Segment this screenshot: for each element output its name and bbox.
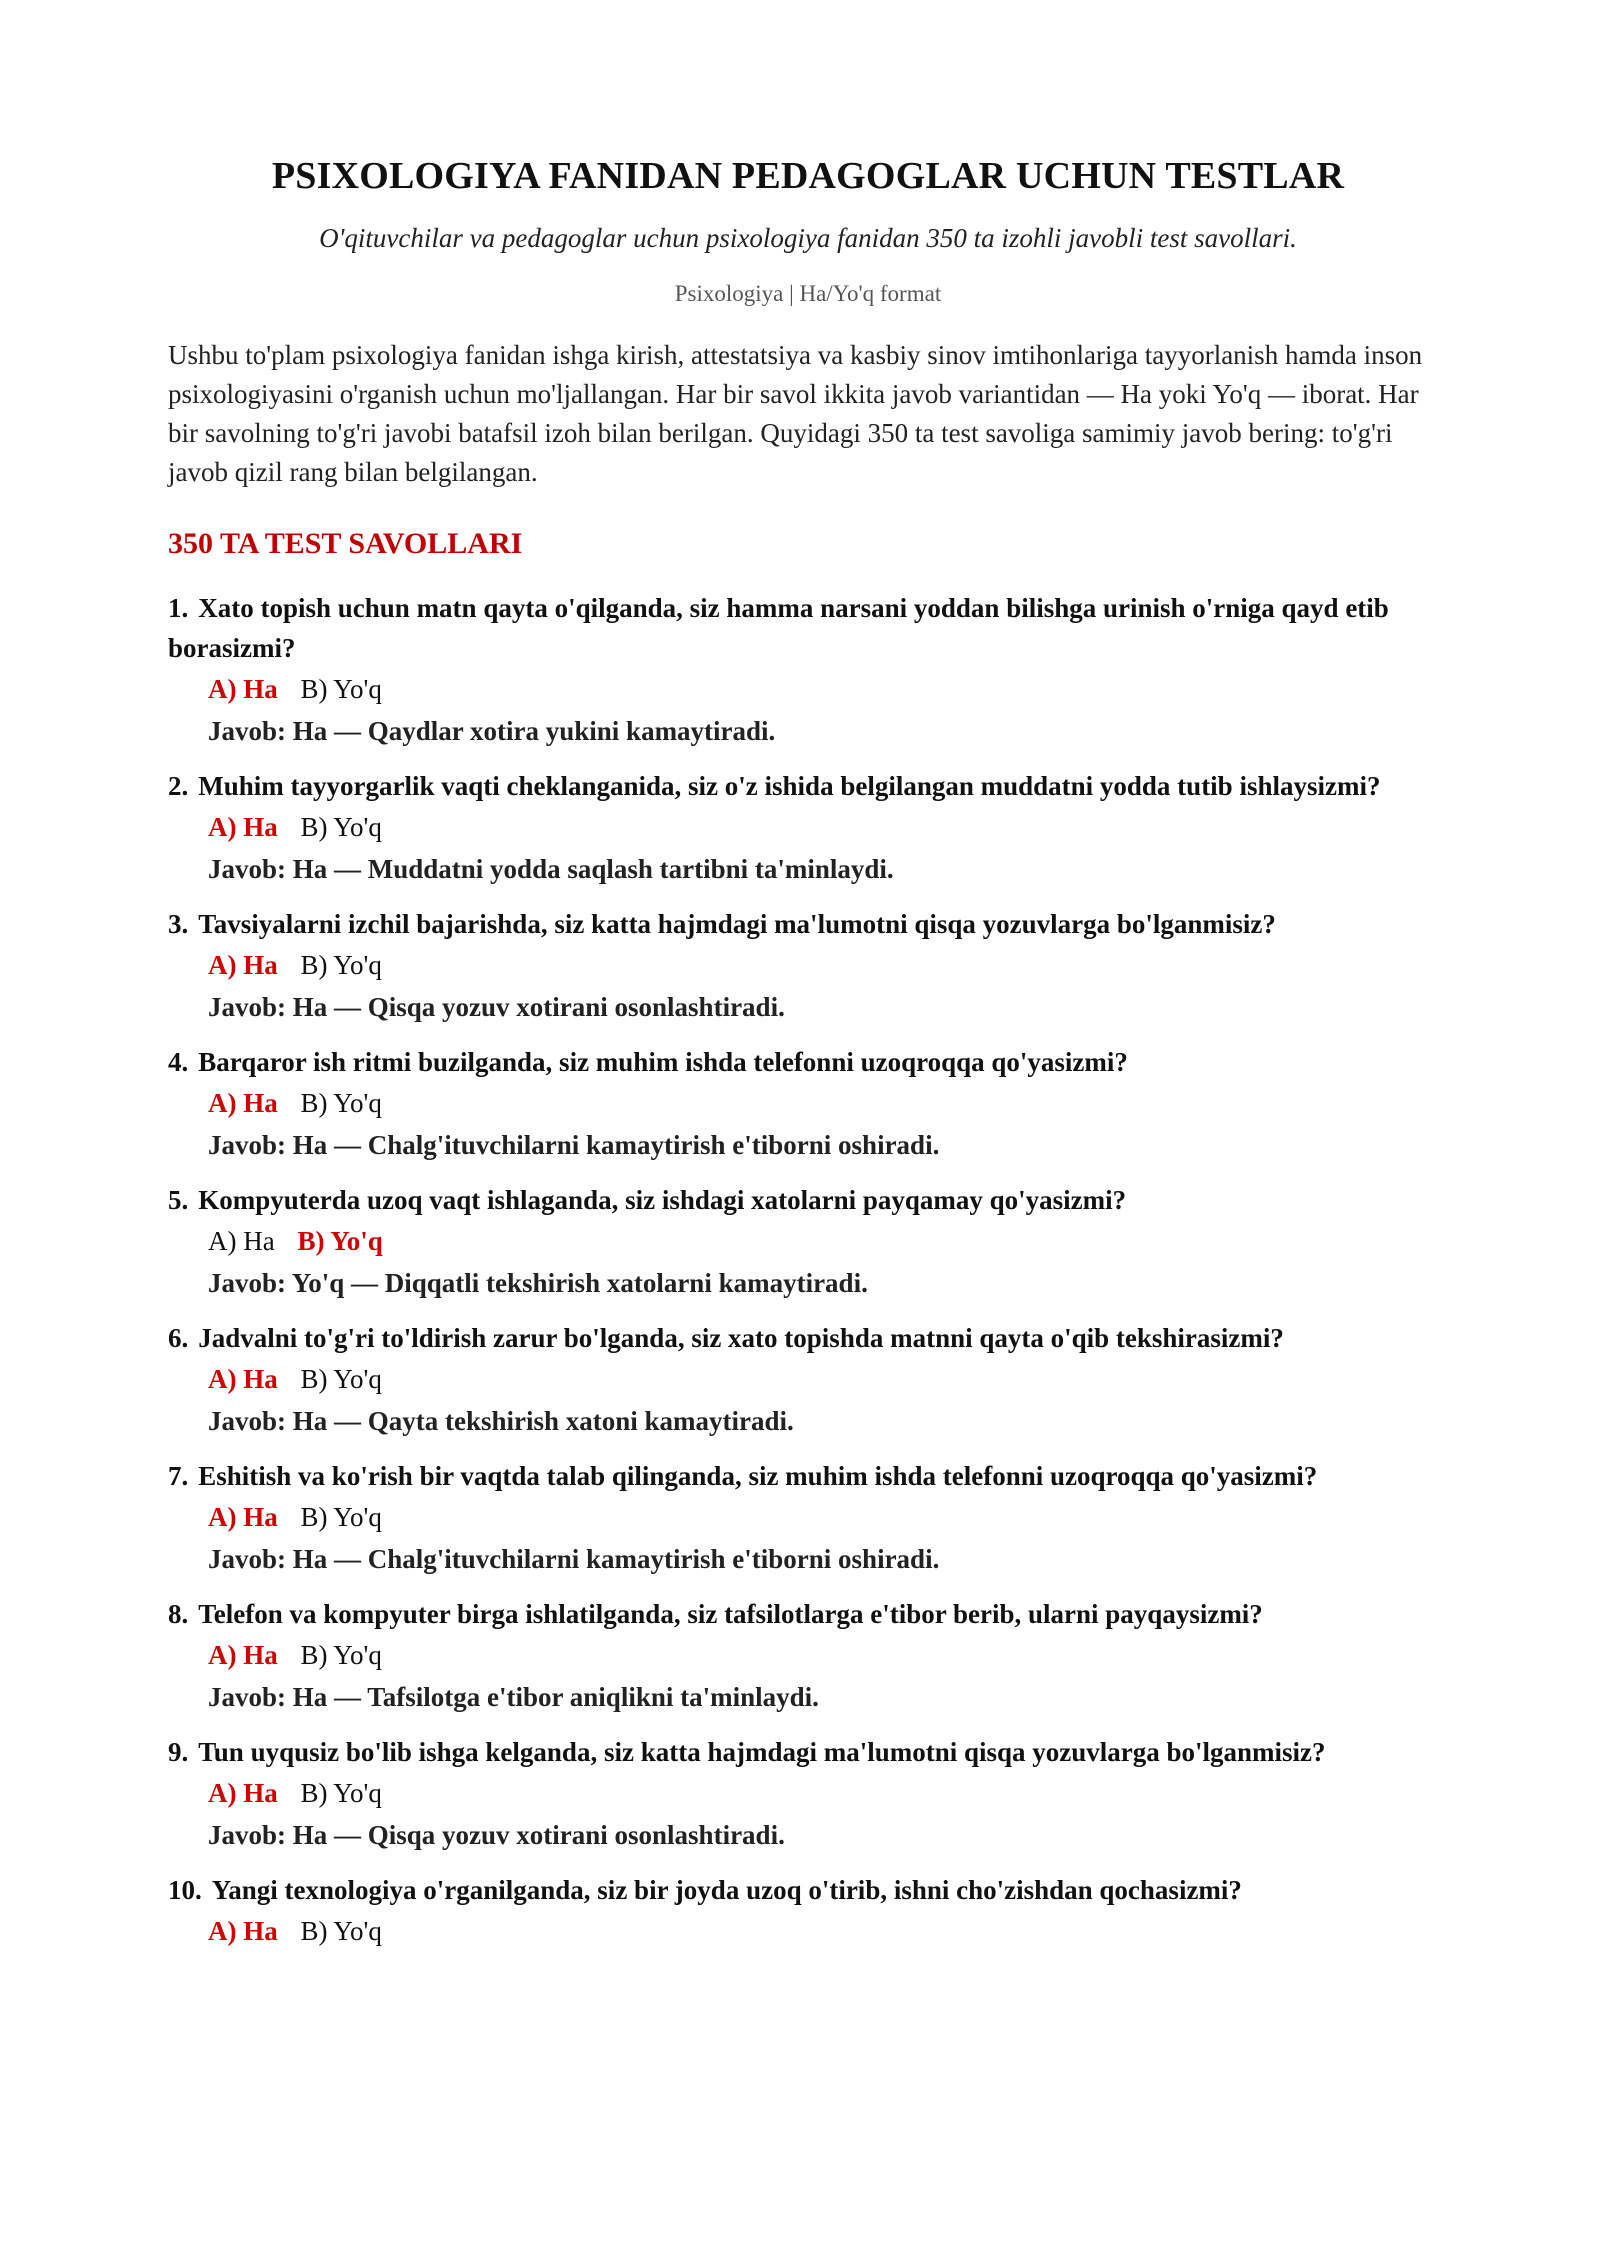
option-a-correct: A) Ha <box>208 1640 278 1670</box>
answer-explanation: Javob: Ha — Tafsilotga e'tibor aniqlikni ta'minlaydi. <box>208 1682 819 1712</box>
question-number: 9. <box>168 1737 189 1767</box>
document-subtitle: O'qituvchilar va pedagoglar uchun psixologiya fanidan 350 ta izohli javobli test savollari. <box>319 223 1297 253</box>
question-text: Eshitish va ko'rish bir vaqtda talab qilinganda, siz muhim ishda telefonni uzoqroqqa qo'yasizmi? <box>198 1461 1318 1491</box>
question-text-line <box>168 1594 1448 1634</box>
question-item <box>168 1318 1448 1442</box>
question-text-line <box>168 1456 1448 1496</box>
option-b: B) Yo'q <box>300 950 382 980</box>
question-text: Barqaror ish ritmi buzilganda, siz muhim ishda telefonni uzoqroqqa qo'yasizmi? <box>198 1047 1128 1077</box>
answer-options <box>208 1082 1448 1124</box>
answer-options <box>208 668 1448 710</box>
question-text-line <box>168 1732 1448 1772</box>
question-item <box>168 1870 1448 1952</box>
question-item <box>168 588 1448 752</box>
option-b: B) Yo'q <box>300 1502 382 1532</box>
option-a-correct: A) Ha <box>208 1364 278 1394</box>
document-page <box>168 150 1448 1966</box>
option-b: B) Yo'q <box>300 1364 382 1394</box>
option-b: B) Yo'q <box>300 1640 382 1670</box>
answer-explanation: Javob: Ha — Qisqa yozuv xotirani osonlashtiradi. <box>208 992 785 1022</box>
question-text: Yangi texnologiya o'rganilganda, siz bir joyda uzoq o'tirib, ishni cho'zishdan qochasizmi? <box>211 1875 1242 1905</box>
question-number: 10. <box>168 1875 202 1905</box>
question-item <box>168 1594 1448 1718</box>
answer-explanation: Javob: Yo'q — Diqqatli tekshirish xatolarni kamaytiradi. <box>208 1268 868 1298</box>
intro-paragraph: Ushbu to'plam psixologiya fanidan ishga kirish, attestatsiya va kasbiy sinov imtihonlariga tayyorlanish hamda inson psixologiyasini o'rganish uchun mo'ljallangan. Har bir savol ikkita javob variantidan — Ha yoki Yo'q — iborat. Har bir savolning to'g'ri javobi batafsil izoh bilan berilgan. Quyidagi 350 ta test savoliga samimiy javob bering: to'g'ri javob qizil rang bilan belgilangan. <box>168 340 1423 487</box>
question-text-line <box>168 904 1448 944</box>
option-a-correct: A) Ha <box>208 1088 278 1118</box>
question-number: 7. <box>168 1461 189 1491</box>
option-b-correct: B) Yo'q <box>297 1226 383 1256</box>
question-number: 2. <box>168 771 189 801</box>
question-text: Jadvalni to'g'ri to'ldirish zarur bo'lganda, siz xato topishda matnni qayta o'qib tekshirasizmi? <box>198 1323 1284 1353</box>
answer-options <box>208 1634 1448 1676</box>
answer-explanation: Javob: Ha — Qaydlar xotira yukini kamaytiradi. <box>208 716 776 746</box>
question-item <box>168 1732 1448 1856</box>
section-title: 350 TA TEST SAVOLLARI <box>168 527 523 560</box>
question-item <box>168 1456 1448 1580</box>
question-item <box>168 1180 1448 1304</box>
answer-options <box>208 1496 1448 1538</box>
question-list <box>168 588 1448 1952</box>
question-item <box>168 1042 1448 1166</box>
option-a-correct: A) Ha <box>208 1502 278 1532</box>
answer-options <box>208 806 1448 848</box>
question-text: Tavsiyalarni izchil bajarishda, siz katta hajmdagi ma'lumotni qisqa yozuvlarga bo'lganmisiz? <box>198 909 1276 939</box>
option-b: B) Yo'q <box>300 674 382 704</box>
question-item <box>168 766 1448 890</box>
question-text-line <box>168 588 1448 668</box>
answer-options <box>208 1910 1448 1952</box>
answer-options <box>208 1220 1448 1262</box>
question-text: Telefon va kompyuter birga ishlatilganda, siz tafsilotlarga e'tibor berib, ularni payqaysizmi? <box>198 1599 1263 1629</box>
answer-options <box>208 1772 1448 1814</box>
question-number: 6. <box>168 1323 189 1353</box>
document-meta: Psixologiya | Ha/Yo'q format <box>674 281 942 306</box>
question-text-line <box>168 1870 1448 1910</box>
answer-explanation: Javob: Ha — Qayta tekshirish xatoni kamaytiradi. <box>208 1406 794 1436</box>
question-text: Muhim tayyorgarlik vaqti cheklanganida, siz o'z ishida belgilangan muddatni yodda tutib ishlaysizmi? <box>198 771 1381 801</box>
answer-options <box>208 944 1448 986</box>
question-text-line <box>168 1042 1448 1082</box>
answer-explanation: Javob: Ha — Chalg'ituvchilarni kamaytirish e'tiborni oshiradi. <box>208 1544 940 1574</box>
question-text: Kompyuterda uzoq vaqt ishlaganda, siz ishdagi xatolarni payqamay qo'yasizmi? <box>198 1185 1127 1215</box>
question-number: 5. <box>168 1185 189 1215</box>
answer-options <box>208 1358 1448 1400</box>
option-b: B) Yo'q <box>300 1916 382 1946</box>
option-b: B) Yo'q <box>300 812 382 842</box>
question-text-line <box>168 766 1448 806</box>
option-a-correct: A) Ha <box>208 674 278 704</box>
question-text-line <box>168 1318 1448 1358</box>
question-number: 1. <box>168 593 189 623</box>
question-number: 8. <box>168 1599 189 1629</box>
question-text-line <box>168 1180 1448 1220</box>
option-a: A) Ha <box>208 1226 275 1256</box>
document-title: PSIXOLOGIYA FANIDAN PEDAGOGLAR UCHUN TESTLAR <box>271 155 1345 197</box>
answer-explanation: Javob: Ha — Chalg'ituvchilarni kamaytirish e'tiborni oshiradi. <box>208 1130 940 1160</box>
answer-explanation: Javob: Ha — Muddatni yodda saqlash tartibni ta'minlaydi. <box>208 854 894 884</box>
question-text: Xato topish uchun matn qayta o'qilganda, siz hamma narsani yoddan bilishga urinish o'rniga qayd etib borasizmi? <box>168 593 1389 663</box>
question-number: 3. <box>168 909 189 939</box>
option-a-correct: A) Ha <box>208 1916 278 1946</box>
question-item <box>168 904 1448 1028</box>
option-b: B) Yo'q <box>300 1778 382 1808</box>
question-number: 4. <box>168 1047 189 1077</box>
option-a-correct: A) Ha <box>208 812 278 842</box>
question-text: Tun uyqusiz bo'lib ishga kelganda, siz katta hajmdagi ma'lumotni qisqa yozuvlarga bo'lganmisiz? <box>198 1737 1326 1767</box>
answer-explanation: Javob: Ha — Qisqa yozuv xotirani osonlashtiradi. <box>208 1820 785 1850</box>
option-a-correct: A) Ha <box>208 950 278 980</box>
option-a-correct: A) Ha <box>208 1778 278 1808</box>
option-b: B) Yo'q <box>300 1088 382 1118</box>
